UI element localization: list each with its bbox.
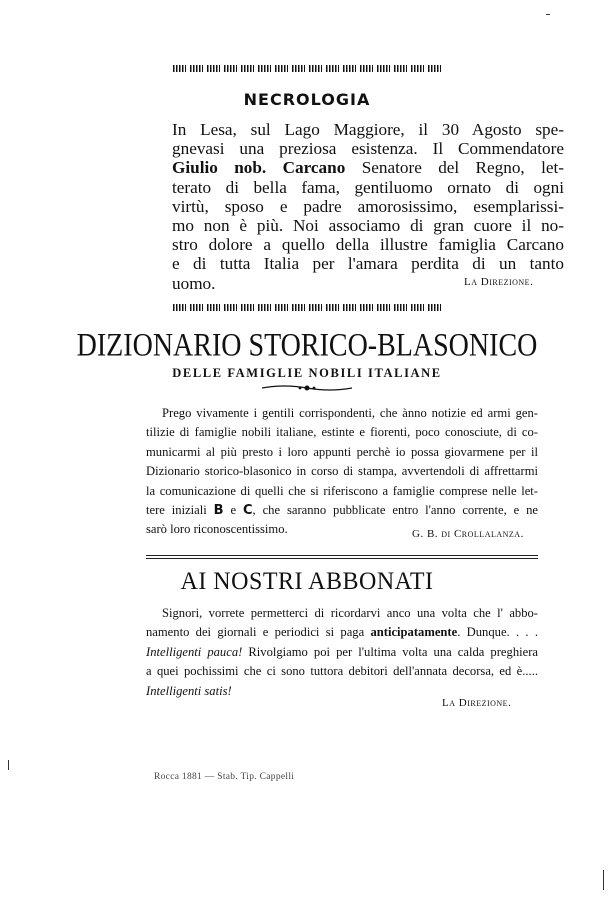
abbonati-line: Signori, vorrete permetterci di ricordarvi anco una volta che l' abbo- [162,606,538,620]
dizionario-subtitle: DELLE FAMIGLIE NOBILI ITALIANE [172,366,442,380]
necrologia-line: virtù, sposo e padre amorosissimo, esemplarissi- [172,196,564,216]
initial-b: B [213,503,224,519]
dizionario-line-part: tere iniziali [146,503,214,518]
abbonati-line [146,643,538,662]
necrologia-text [172,120,564,293]
dizionario-line: tilizie di famiglie nobili italiane, estinte e fiorenti, poco conosciute, di co- [146,425,538,440]
abbonati-title: AI NOSTRI ABBONATI [180,568,434,596]
swash-ornament [262,385,352,391]
latin-phrase: Intelligenti pauca! [146,644,243,659]
dizionario-text [146,404,538,540]
necrologia-line [172,158,564,177]
abbonati-line-part: namento dei giornali e periodici si paga [146,625,371,640]
necrologia-line: In Lesa, sul Lago Maggiore, il 30 Agosto spe- [172,120,564,139]
dizionario-line: Dizionario storico-blasonico in corso di stampa, avvertendoli di affrettarmi [146,464,538,479]
necrologia-line: uomo. [172,273,216,293]
latin-phrase: Intelligenti satis! [146,683,232,698]
initial-c: C [242,503,253,519]
dizionario-line: sarò loro riconoscentissimo. [146,522,288,537]
ornament-rule-middle [0,303,614,313]
dizionario-line [146,501,538,520]
necrologia-line: mo non è più. Noi associamo di gran cuore il no- [172,216,564,236]
abbonati-line-part: . Dunque. . . . [457,625,538,640]
dizionario-line: la comunicazione di quelli che si riferiscono a famiglie comprese nelle let- [146,483,538,498]
dizionario-line-part: e [223,503,243,518]
necrologia-signature: La Direzione. [464,276,534,288]
necrologia-line-rest: Senatore del Regno, let- [361,158,565,178]
ornament-rule-top [0,64,614,74]
abbonati-line [146,623,538,642]
necrologia-line: stro dolore a quello della illustre famiglia Carcano [172,235,564,255]
abbonati-text [146,604,538,701]
necrologia-title: NECROLOGIA [243,90,371,109]
necrologia-line: terato di bella fama, gentiluomo ornato di ogni [172,177,564,197]
divider-rule [146,555,538,556]
dizionario-line-part: , che saranno pubblicate entro l'anno corrente, e ne [252,503,539,518]
dizionario-title: DIZIONARIO STORICO-BLASONICO [76,327,538,364]
printer-imprint: Rocca 1881 — Stab. Tip. Cappelli [154,772,295,782]
dizionario-line: municarmi al più presto i loro appunti perchè io possa giovarmene per il [146,444,538,459]
divider-rule [146,558,538,559]
scan-mark [546,14,550,15]
abbonati-line-part: Rivolgiamo poi per l'ultima volta una calda preghiera [242,644,538,659]
necrologia-line: gnevasi una preziosa esistenza. Il Commendatore [172,139,564,159]
dizionario-line: Prego vivamente i gentili corrispondenti, che ànno notizie ed armi gen- [162,406,538,420]
deceased-name: Giulio nob. Carcano [172,158,346,178]
necrologia-line: e di tutta Italia per l'amara perdita di un tanto [172,254,564,274]
abbonati-signature: La Direzione. [442,697,512,709]
scan-mark [603,870,604,890]
scan-mark [8,760,9,770]
abbonati-line: a quei pochissimi che ci sono tuttora debitori dell'annata decorsa, ed è..... [146,664,538,679]
anticipatamente-word: anticipatamente [370,625,458,640]
dizionario-signature: G. B. di Crollalanza. [412,528,524,540]
